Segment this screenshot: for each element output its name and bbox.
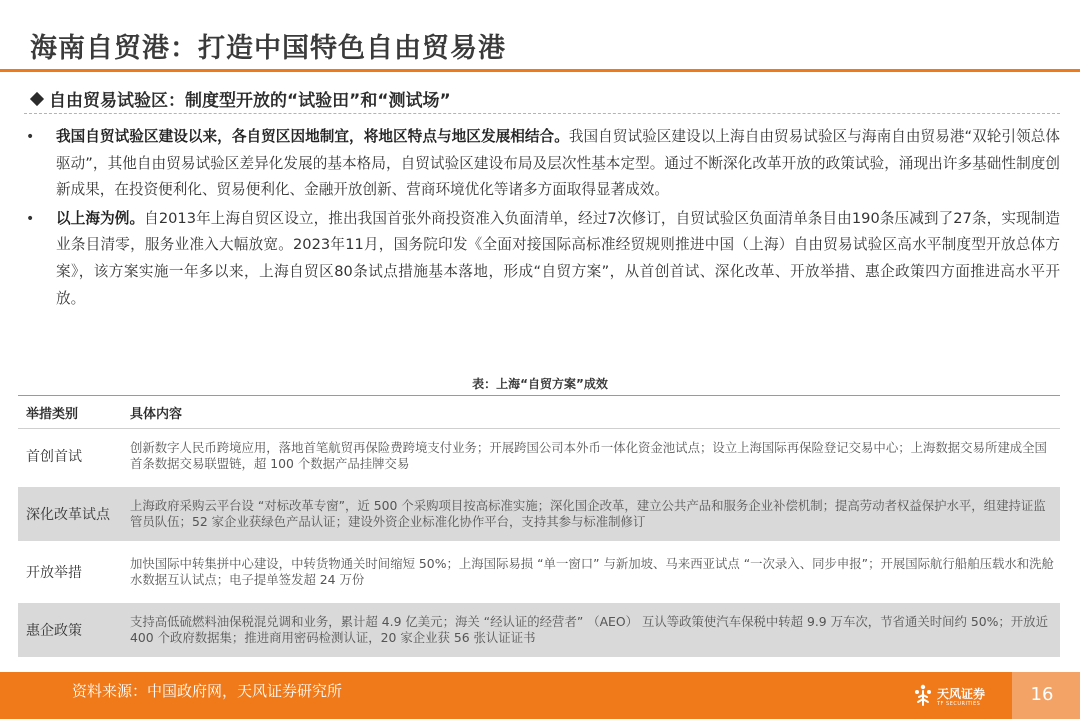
logo-text: 天风证券: [937, 687, 986, 701]
table-row: [18, 487, 1060, 545]
title-rule: [0, 69, 1080, 72]
table-caption: 表：上海“自贸方案”成效: [472, 377, 608, 391]
table-row: [18, 429, 1060, 487]
bullet-list: [26, 124, 1060, 314]
logo-subtext: TF SECURITIES: [937, 701, 981, 707]
row-category: 深化改革试点: [26, 507, 110, 523]
row-category: 惠企政策: [26, 623, 82, 639]
header-content: 具体内容: [130, 406, 183, 422]
diamond-bullet-icon: [30, 92, 44, 106]
row-content: 加快国际中转集拼中心建设，中转货物通关时间缩短 50%；上海国际易损 “单一窗口” 与新加坡、马来西亚试点 “一次录入、同步申报”；开展国际航行船舶压载水和洗舱水数据互认试点；电子提单签发超 24 万份: [130, 555, 1054, 587]
footer-bar: [0, 672, 1080, 719]
page-number: 16: [1030, 684, 1054, 705]
title-bar: [0, 0, 1080, 72]
logo-icon: [914, 684, 932, 706]
row-content: 支持高低硫燃料油保税混兑调和业务，累计超 4.9 亿美元；海关 “经认证的经营者” （AEO） 互认等政策使汽车保税中转超 9.9 万车次，节省通关时间约 50%；开放近 400 个政府数据集；推进商用密码检测认证，20 家企业获 56 张认证证书: [130, 613, 1048, 645]
table-header-row: [18, 395, 1060, 429]
bullet-dot-icon: •: [26, 210, 35, 227]
page-number-box: [1012, 672, 1080, 719]
company-logo: [900, 672, 1000, 719]
bullet-text: 自2013年上海自贸区设立，推出我国首张外商投资准入负面清单，经过7次修订，自贸试验区负面清单条目由190条压减到了27条，实现制造业条目清零，服务业准入大幅放宽。2023年11月，国务院印发《全面对接国际高标准经贸规则推进中国（上海）自由贸易试验区高水平制度型开放总体方案》，该方案实施一年多以来，上海自贸区80条试点措施基本落地，形成“自贸方案”，从首创首试、深化改革、开放举措、惠企政策四方面推进高水平开放。: [56, 209, 1060, 307]
row-category: 首创首试: [26, 449, 82, 465]
table-row: [18, 603, 1060, 661]
bullet-dot-icon: •: [26, 129, 35, 145]
header-category: 举措类别: [26, 406, 79, 422]
page-title: 海南自贸港：打造中国特色自由贸易港: [30, 33, 506, 64]
bullet-item: [26, 206, 1060, 312]
bullet-lead: 以上海为例。: [56, 209, 145, 227]
bullet-text: 我国自贸试验区建设以上海自由贸易试验区与海南自由贸易港“双轮引领总体驱动”，其他自由贸易试验区差异化发展的基本格局，自贸试验区建设布局及层次性基本定型。通过不断深化改革开放的政策试验，涌现出许多基础性制度创新成果，在投资便利化、贸易便利化、金融开放创新、营商环境优化等诸多方面取得显著成效。: [56, 128, 1060, 199]
subtitle-divider: [24, 113, 1060, 114]
row-category: 开放举措: [26, 565, 82, 581]
section-subtitle-text: 自由贸易试验区：制度型开放的“试验田”和“测试场”: [49, 91, 451, 111]
row-content: 上海政府采购云平台设 “对标改革专窗”，近 500 个采购项目按高标准实施；深化国企改革，建立公共产品和服务企业补偿机制；提高劳动者权益保护水平，组建持证监管员队伍；52 家企业获绿色产品认证；建设外资企业标准化协作平台，支持其参与标准制修订: [130, 497, 1046, 529]
bullet-lead: 我国自贸试验区建设以来，各自贸区因地制宜，将地区特点与地区发展相结合。: [56, 128, 569, 145]
results-table: [18, 395, 1060, 661]
row-content: 创新数字人民币跨境应用，落地首笔航贸再保险费跨境支付业务；开展跨国公司本外币一体化资金池试点；设立上海国际再保险登记交易中心；上海数据交易所建成全国首条数据交易联盟链，超 100 个数据产品挂牌交易: [130, 439, 1047, 471]
section-subtitle: [32, 86, 451, 111]
table-row: [18, 545, 1060, 603]
source-note: 资料来源：中国政府网，天风证券研究所: [72, 682, 343, 700]
bullet-item: [26, 124, 1060, 204]
